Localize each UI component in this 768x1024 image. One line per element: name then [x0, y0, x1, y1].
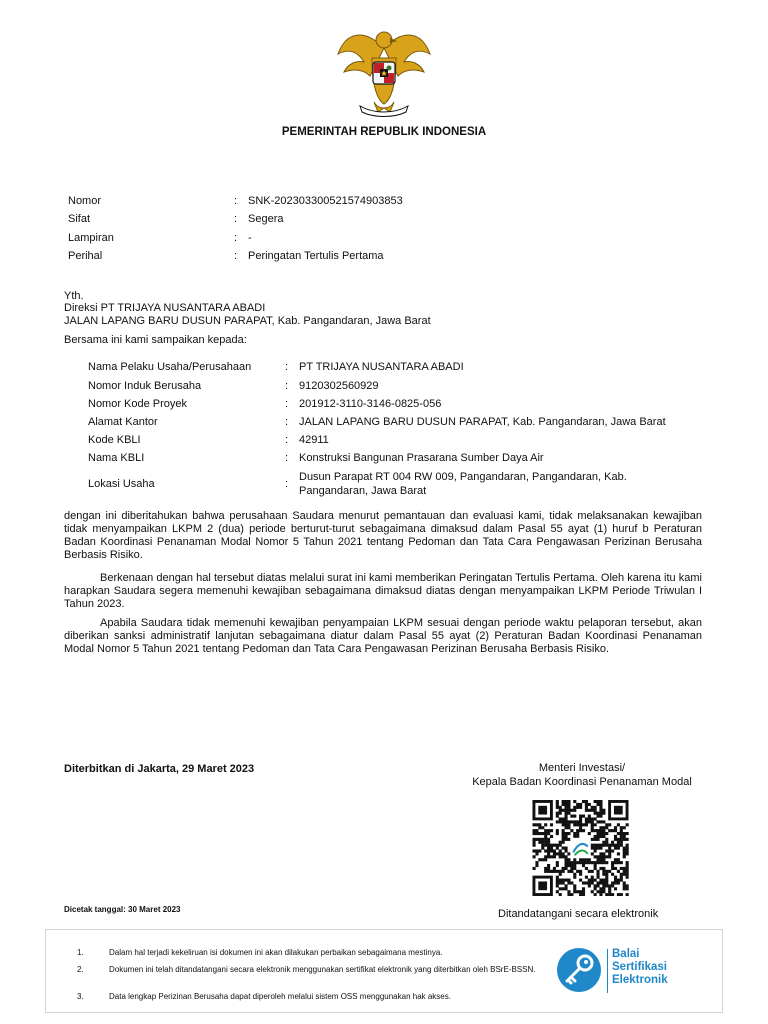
note-number: 2. — [77, 965, 84, 974]
garuda-emblem-icon — [334, 18, 434, 118]
qr-center-logo-icon — [570, 838, 590, 858]
meta-separator: : — [234, 213, 238, 225]
detail-separator: : — [285, 434, 289, 446]
note-text: Dalam hal terjadi kekeliruan isi dokumen ini akan dilakukan perbaikan sebagaimana mestinya. — [109, 948, 443, 957]
detail-value: 9120302560929 — [299, 380, 379, 392]
detail-label: Kode KBLI — [88, 434, 141, 446]
detail-separator: : — [285, 398, 289, 410]
bsre-divider — [607, 949, 608, 993]
detail-label: Nama KBLI — [88, 452, 145, 464]
meta-label: Lampiran — [68, 232, 114, 244]
recipient-intro: Bersama ini kami sampaikan kepada: — [64, 334, 247, 346]
meta-separator: : — [234, 195, 238, 207]
meta-value: SNK-20230330052157490385​3 — [248, 195, 403, 207]
notes-box — [45, 929, 723, 1013]
meta-label: Nomor — [68, 195, 102, 207]
detail-value: Konstruksi Bangunan Prasarana Sumber Daya Air — [299, 452, 544, 464]
meta-separator: : — [234, 232, 238, 244]
note-text: Data lengkap Perizinan Berusaha dapat diperoleh melalui sistem OSS menggunakan hak akses. — [109, 992, 451, 1001]
meta-value: - — [248, 232, 252, 244]
note-number: 3. — [77, 992, 84, 1001]
detail-value: Dusun Parapat RT 004 RW 009, Pangandaran, Pangandaran, Kab. — [299, 471, 627, 483]
detail-value-continued: Pangandaran, Jawa Barat — [299, 485, 427, 497]
detail-separator: : — [285, 452, 289, 464]
detail-separator: : — [285, 361, 289, 373]
detail-label: Alamat Kantor — [88, 416, 158, 428]
detail-value: 42911 — [299, 434, 329, 446]
meta-value: Peringatan Tertulis Pertama — [248, 250, 384, 262]
signed-electronically-note: Ditandatangani secara elektronik — [498, 908, 659, 920]
detail-value: 201912-3110-3146-0825-056 — [299, 398, 442, 410]
issued-place-date: Diterbitkan di Jakarta, 29 Maret 2023 — [64, 763, 255, 775]
body-paragraph-3: Apabila Saudara tidak memenuhi kewajiban penyampaian LKPM sesuai dengan periode waktu pelaporan tersebut, akan diberikan sanksi administratif lanjutan sebagaimana diatur dalam Pasal 55 ayat (2) Peraturan Badan Koordinasi Penanaman Modal Nomor 5 Tahun 2021 tentang Pedoman dan Tata Cara Pengawasan Perizinan Berusaha Berbasis Risiko. — [64, 617, 702, 655]
meta-label: Perihal — [68, 250, 103, 262]
recipient-name: Direksi PT TRIJAYA NUSANTARA ABADI — [64, 302, 266, 314]
official-title-line1: Menteri Investasi/ — [538, 762, 626, 774]
note-text: Dokumen ini telah ditandatangani secara elektronik menggunakan sertifikat elektronik yang diterbitkan oleh BSrE-BSSN. — [109, 965, 536, 974]
qr-code-icon — [530, 800, 631, 896]
detail-label: Lokasi Usaha — [88, 478, 155, 490]
bsre-line3: Elektronik — [612, 974, 668, 986]
detail-label: Nama Pelaku Usaha/Perusahaan — [88, 361, 252, 373]
meta-separator: : — [234, 250, 238, 262]
detail-separator: : — [285, 380, 289, 392]
recipient-greeting: Yth. — [64, 290, 84, 302]
body-paragraph-2: Berkenaan dengan hal tersebut diatas melalui surat ini kami memberikan Peringatan Tertulis Pertama. Oleh karena itu kami harapkan Saudara segera memenuhi kewajiban sebagaimana dimaksud diatas dengan menyampaikan LKPM Periode Triwulan I Tahun 2023. — [64, 572, 702, 610]
meta-label: Sifat — [68, 213, 91, 225]
bsre-line1: Balai — [612, 948, 640, 960]
note-number: 1. — [77, 948, 84, 957]
detail-label: Nomor Kode Proyek — [88, 398, 188, 410]
detail-value: JALAN LAPANG BARU DUSUN PARAPAT, Kab. Pangandaran, Jawa Barat — [299, 416, 666, 428]
meta-value: Segera — [248, 213, 284, 225]
government-title: PEMERINTAH REPUBLIK INDONESIA — [281, 126, 487, 138]
printed-date: Dicetak tanggal: 30 Maret 2023 — [64, 905, 181, 914]
detail-separator: : — [285, 416, 289, 428]
body-paragraph-1: dengan ini diberitahukan bahwa perusahaan Saudara menurut pemantauan dan evaluasi kami, tidak melaksanakan kewajiban tidak menyampaikan LKPM 2 (dua) periode berturut-turut sebagaimana dimaksud dalam Pasal 55 ayat (1) huruf b Peraturan Badan Koordinasi Penanaman Modal Nomor 5 Tahun 2021 tentang Pedoman dan Tata Cara Pengawasan Perizinan Berusaha Berbasis Risiko. — [64, 510, 702, 561]
detail-value: PT TRIJAYA NUSANTARA ABADI — [299, 361, 464, 373]
bsre-line2: Sertifikasi — [612, 961, 667, 973]
detail-label: Nomor Induk Berusaha — [88, 380, 202, 392]
recipient-address: JALAN LAPANG BARU DUSUN PARAPAT, Kab. Pangandaran, Jawa Barat — [64, 315, 431, 327]
detail-separator: : — [285, 478, 289, 490]
official-title-line2: Kepala Badan Koordinasi Penanaman Modal — [472, 776, 692, 788]
bsre-logo-icon — [556, 947, 602, 993]
